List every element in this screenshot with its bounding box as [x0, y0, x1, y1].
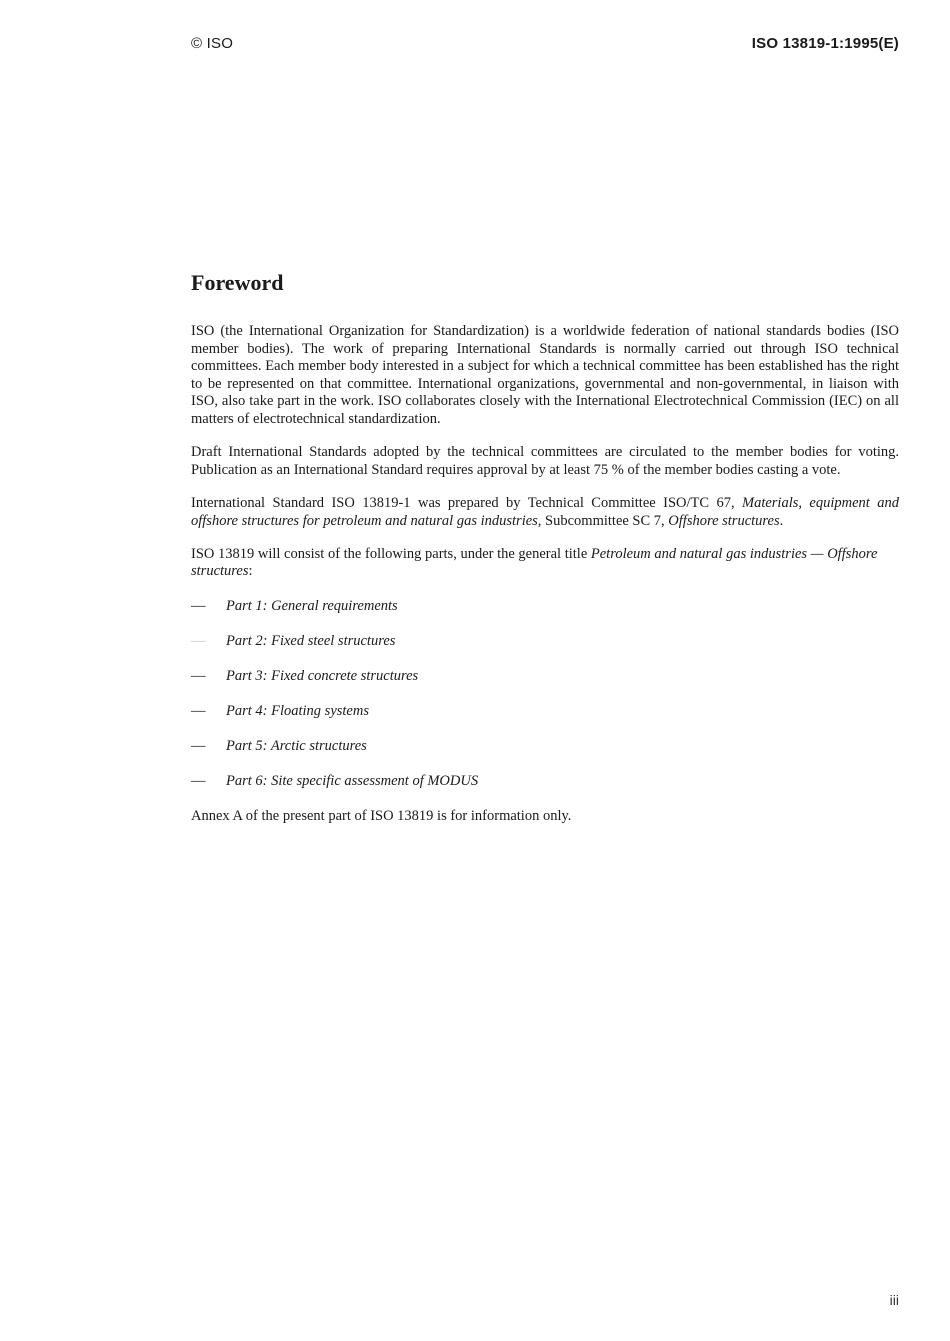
list-dash: — — [191, 597, 206, 614]
document-number-header: ISO 13819-1:1995(E) — [751, 35, 899, 52]
part-label: Part 5: Arctic structures — [226, 737, 367, 754]
list-dash: — — [191, 632, 206, 649]
copyright-header: © ISO — [191, 35, 234, 52]
paragraph-iso-intro: ISO (the International Organization for Standardization) is a worldwide federation of national standards bodies (ISO member bodies). The work of preparing International Standards is normally carried out through ISO technical committees. Each member body interested in a subject for which a technical committee has been established has the right to be represented on that committee. International organizations, governmental and non-governmental, in liaison with ISO, also take part in the work. ISO collaborates closely with the International Electrotechnical Commission (IEC) on all matters of electrotechnical standardization. — [191, 323, 899, 427]
list-item — [191, 598, 899, 616]
parts-list — [191, 598, 899, 791]
list-dash: — — [191, 737, 206, 754]
subcommittee-title: Offshore structures — [668, 512, 780, 529]
paragraph-prepared-by — [191, 495, 899, 530]
list-item — [191, 703, 899, 721]
part-label: Part 1: General requirements — [226, 597, 398, 614]
list-item — [191, 773, 899, 791]
part-label: Part 2: Fixed steel structures — [226, 632, 396, 649]
list-dash: — — [191, 772, 206, 789]
parts-intro-text: ISO 13819 will consist of the following parts, under the general title — [191, 545, 591, 562]
general-title: Petroleum and natural gas industries — Offshore structures — [191, 545, 878, 580]
committee-title: Materials, equipment and offshore structures for petroleum and natural gas industries — [191, 494, 899, 529]
subcommittee-text: , Subcommittee SC 7, — [537, 512, 669, 529]
paragraph-parts-intro — [191, 546, 899, 581]
paragraph-draft-standards: Draft International Standards adopted by the technical committees are circulated to the member bodies for voting. Publication as an International Standard requires approval by at least 75 % of the member bodies casting a vote. — [191, 444, 899, 478]
part-label: Part 3: Fixed concrete structures — [226, 667, 419, 684]
page-title: Foreword — [191, 270, 284, 295]
list-item — [191, 633, 899, 651]
list-dash: — — [191, 702, 206, 719]
period: . — [779, 512, 784, 529]
foreword-body — [191, 323, 899, 841]
paragraph-annex: Annex A of the present part of ISO 13819 is for information only. — [191, 807, 572, 824]
colon: : — [248, 563, 253, 580]
part-label: Part 4: Floating systems — [226, 702, 369, 719]
list-dash: — — [191, 667, 206, 684]
part-label: Part 6: Site specific assessment of MODUS — [226, 772, 479, 789]
list-item — [191, 668, 899, 686]
list-item — [191, 738, 899, 756]
prepared-by-text: International Standard ISO 13819-1 was prepared by Technical Committee ISO/TC 67, — [191, 494, 742, 511]
page-number: iii — [889, 1292, 899, 1308]
